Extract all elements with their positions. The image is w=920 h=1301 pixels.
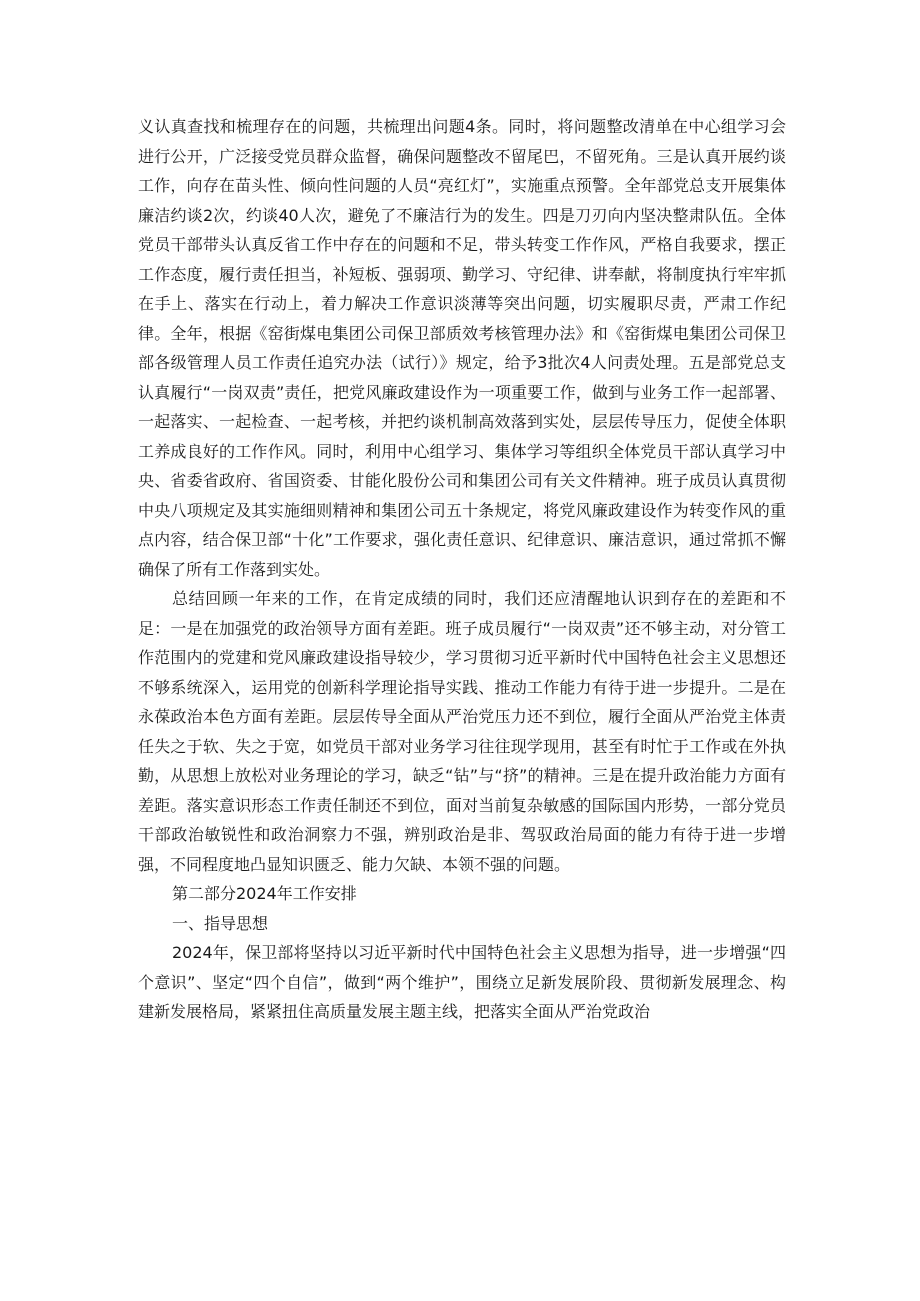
section-heading-part-two: 第二部分2024年工作安排: [172, 884, 357, 903]
subsection-heading-guiding-thought: 一、指导思想: [172, 913, 269, 933]
paragraph-work-review: 义认真查找和梳理存在的问题，共梳理出问题4条。同时，将问题整改清单在中心组学习会进行公开，广泛接受党员群众监督，确保问题整改不留尾巴，不留死角。三是认真开展约谈工作，向存在苗头性、倾向性问题的人员“亮红灯”，实施重点预警。全年部党总支开展集体廉洁约谈2次，约谈40人次，避免了不廉洁行为的发生。四是刀刃向内坚决整肃队伍。全体党员干部带头认真反省工作中存在的问题和不足，带头转变工作作风，严格自我要求，摆正工作态度，履行责任担当，补短板、强弱项、勤学习、守纪律、讲奉献，将制度执行牢牢抓在手上、落实在行动上，着力解决工作意识淡薄等突出问题，切实履职尽责，严肃工作纪律。全年，根据《窑街煤电集团公司保卫部质效考核管理办法》和《窑街煤电集团公司保卫部各级管理人员工作责任追究办法（试行）》规定，给予3批次4人问责处理。五是部党总支认真履行“一岗双责”责任，把党风廉政建设作为一项重要工作，做到与业务工作一起部署、一起落实、一起检查、一起考核，并把约谈机制高效落到实处，层层传导压力，促使全体职工养成良好的工作作风。同时，利用中心组学习、集体学习等组织全体党员干部认真学习中央、省委省政府、省国资委、甘能化股份公司和集团公司有关文件精神。班子成员认真贯彻中央八项规定及其实施细则精神和集团公司五十条规定，将党风廉政建设作为转变作风的重点内容，结合保卫部“十化”工作要求，强化责任意识、纪律意识、廉洁意识，通过常抓不懈确保了所有工作落到实处。: [138, 117, 786, 579]
paragraph-shortcomings: 总结回顾一年来的工作，在肯定成绩的同时，我们还应清醒地认识到存在的差距和不足：一是在加强党的政治领导方面有差距。班子成员履行“一岗双责”还不够主动，对分管工作范围内的党建和党风廉政建设指导较少，学习贯彻习近平新时代中国特色社会主义思想还不够系统深入，运用党的创新科学理论指导实践、推动工作能力有待于进一步提升。二是在永葆政治本色方面有差距。层层传导全面从严治党压力还不到位，履行全面从严治党主体责任失之于软、失之于宽，如党员干部对业务学习往往现学现用，甚至有时忙于工作或在外执勤，从思想上放松对业务理论的学习，缺乏“钻”与“挤”的精神。三是在提升政治能力方面有差距。落实意识形态工作责任制还不到位，面对当前复杂敏感的国际国内形势，一部分党员干部政治敏锐性和政治洞察力不强，辨别政治是非、驾驭政治局面的能力有待于进一步增强，不同程度地凸显知识匮乏、能力欠缺、本领不强的问题。: [138, 589, 786, 874]
paragraph-guiding-thought: 2024年，保卫部将坚持以习近平新时代中国特色社会主义思想为指导，进一步增强“四个意识”、坚定“四个自信”，做到“两个维护”，围绕立足新发展阶段、贯彻新发展理念、构建新发展格局，紧紧扭住高质量发展主题主线，把落实全面从严治党政治: [138, 943, 786, 1021]
document-page: [138, 112, 786, 1027]
